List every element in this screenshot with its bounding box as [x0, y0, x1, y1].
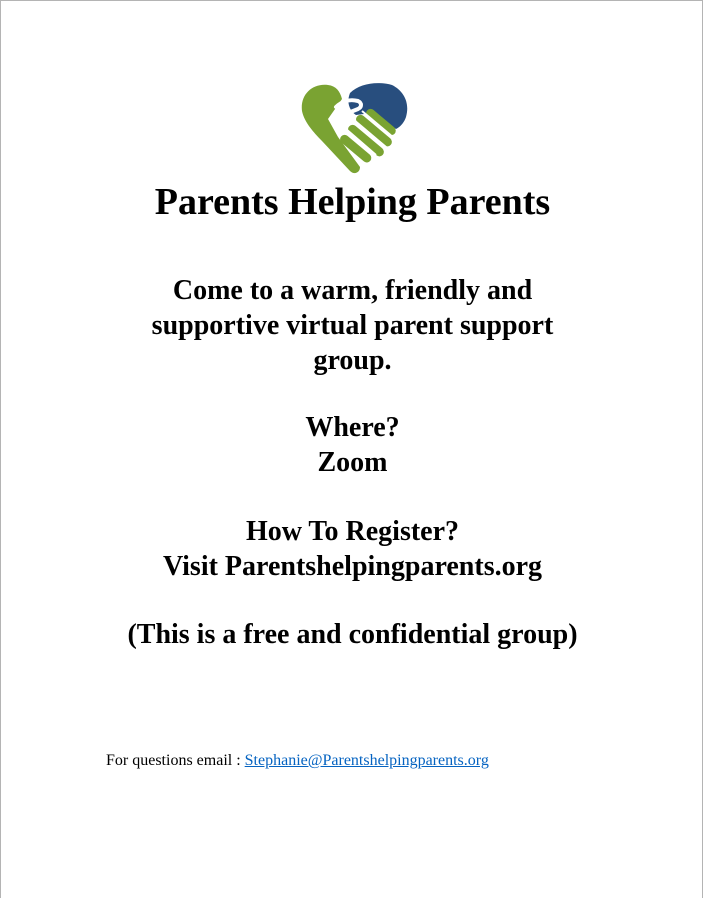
- handshake-heart-icon: [298, 79, 410, 175]
- contact-label: For questions email :: [106, 752, 241, 769]
- invitation-line-3: group.: [313, 345, 392, 376]
- where-heading: Where?: [305, 412, 400, 443]
- invitation-line-2: supportive virtual parent support: [151, 310, 554, 341]
- where-answer: Zoom: [317, 447, 388, 478]
- contact-footer: [106, 751, 489, 771]
- register-heading: How To Register?: [245, 516, 460, 547]
- free-confidential-note: (This is a free and confidential group): [127, 619, 578, 650]
- invitation-line-1: Come to a warm, friendly and: [172, 275, 533, 306]
- page-title: Parents Helping Parents: [154, 181, 551, 223]
- contact-email-link[interactable]: Stephanie@Parentshelpingparents.org: [244, 752, 489, 769]
- invitation-text: [1, 273, 703, 378]
- register-answer: Visit Parentshelpingparents.org: [162, 551, 543, 582]
